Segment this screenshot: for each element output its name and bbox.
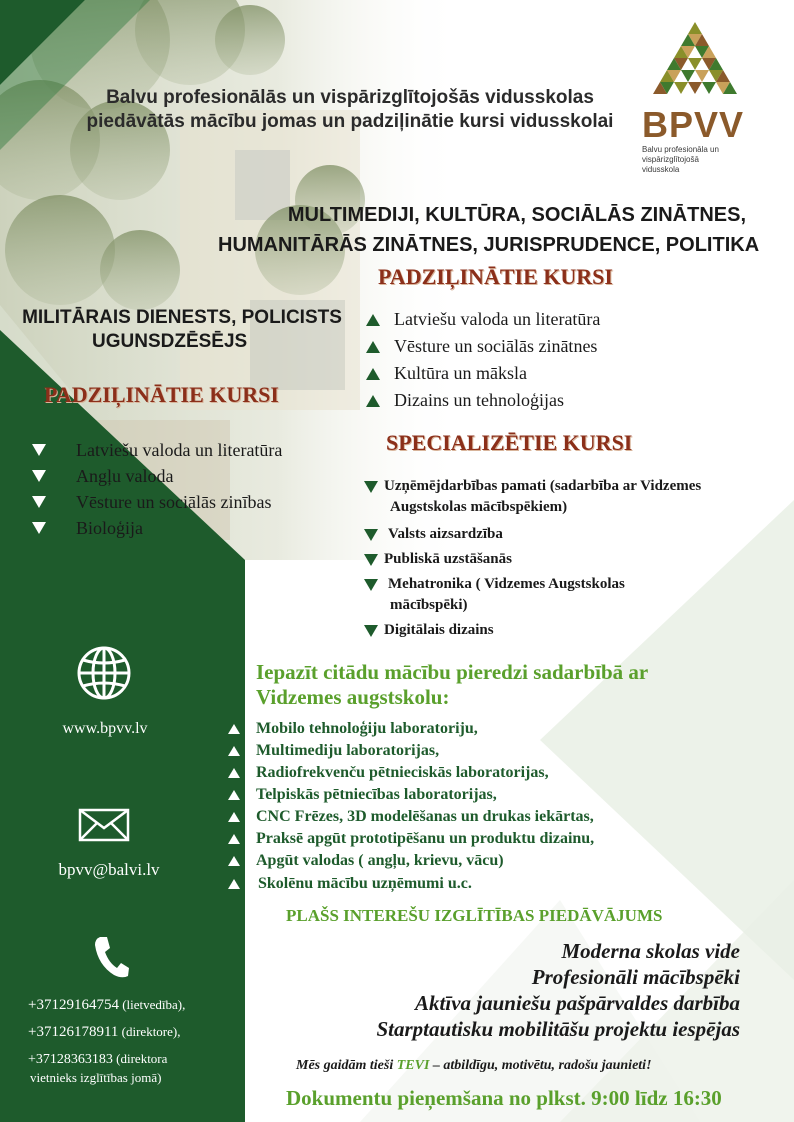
website-link[interactable]: www.bpvv.lv	[62, 720, 148, 737]
list-item: Skolēnu mācību uzņēmumi u.c.	[228, 872, 788, 896]
page-title-line: piedāvātās mācību jomas un padziļinātie kursi vidusskolai	[86, 111, 614, 132]
study-areas-line: MILITĀRAIS DIENESTS, POLICISTS	[22, 307, 342, 328]
left-advanced-heading: PADZIĻINĀTIE KURSI	[44, 382, 279, 407]
list-item: Mehatronika ( Vidzemes Augstskolas mācībspēki)	[364, 574, 792, 616]
university-heading	[256, 660, 786, 710]
list-item: Telpiskās pētniecības laboratorijas,	[228, 784, 788, 806]
list-item: Publiskā uzstāšanās	[364, 549, 792, 570]
triangle-up-icon	[228, 768, 240, 778]
list-item: Latviešu valoda un literatūra	[32, 437, 282, 463]
list-item: Radiofrekvenču pētnieciskās laboratorijas,	[228, 762, 788, 784]
triangle-up-icon	[228, 834, 240, 844]
list-item: Multimediju laboratorijas,	[228, 740, 788, 762]
list-item: Kultūra un māksla	[366, 360, 600, 387]
documents-hours: Dokumentu pieņemšana no plkst. 9:00 līdz 16:30	[286, 1086, 722, 1110]
triangle-down-icon	[32, 470, 46, 482]
list-item: Angļu valoda	[32, 463, 282, 489]
list-item: Uzņēmējdarbības pamati (sadarbība ar Vidzemes Augstskolas mācībspēkiem)	[364, 476, 792, 518]
triangle-down-icon	[364, 554, 378, 566]
logo-brand: BPVV	[642, 104, 745, 145]
study-areas-line: UGUNSDZĒSĒJS	[92, 331, 248, 352]
list-item: Valsts aizsardzība	[364, 524, 792, 545]
triangle-down-icon	[364, 481, 378, 493]
list-item: Bioloģija	[32, 515, 282, 541]
list-item: Vēsture un sociālās zinātnes	[366, 333, 600, 360]
envelope-icon	[78, 808, 130, 842]
triangle-down-icon	[32, 444, 46, 456]
list-item: Vēsture un sociālās zinības	[32, 489, 282, 515]
phone-note: vietnieks izglītības jomā)	[30, 1070, 162, 1085]
triangle-up-icon	[228, 879, 240, 889]
right-advanced-list	[366, 306, 600, 414]
triangle-up-icon	[228, 856, 240, 866]
page-title-line: Balvu profesionālās un vispārizglītojošās vidusskolas	[106, 87, 594, 108]
triangle-up-icon	[366, 395, 380, 407]
special-list	[364, 476, 792, 641]
feature-item: Moderna skolas vide	[561, 939, 740, 963]
triangle-up-icon	[228, 746, 240, 756]
logo-subtitle	[642, 145, 752, 175]
list-item: Mobilo tehnoloģiju laboratoriju,	[228, 718, 788, 740]
feature-item: Starptautisku mobilitāšu projektu iespējas	[376, 1017, 740, 1041]
left-study-areas	[4, 306, 360, 354]
triangle-down-icon	[364, 625, 378, 637]
triangle-up-icon	[366, 341, 380, 353]
right-advanced-heading: PADZIĻINĀTIE KURSI	[378, 264, 613, 289]
feature-item: Aktīva jauniešu pašpārvaldes darbība	[415, 991, 740, 1015]
triangle-down-icon	[364, 529, 378, 541]
university-heading-line: Iepazīt citādu mācību pieredzi sadarbībā ar	[256, 660, 649, 684]
phone-list	[28, 992, 242, 1087]
globe-icon	[76, 645, 132, 701]
logo-sub-line: vidusskola	[642, 165, 680, 174]
study-areas-line: HUMANITĀRĀS ZINĀTNES, JURISPRUDENCE, POLITIKA	[218, 234, 760, 256]
university-heading-line: Vidzemes augstskolu:	[256, 685, 450, 709]
right-study-areas-2	[218, 230, 786, 260]
slogan: Mēs gaidām tieši TEVI – atbildīgu, motivētu, radošu jaunieti!	[296, 1058, 652, 1073]
phone-row[interactable]: +37129164754 (lietvedība),	[28, 997, 186, 1013]
right-study-areas	[268, 200, 768, 230]
triangle-up-icon	[228, 790, 240, 800]
features-list	[300, 938, 740, 1042]
triangle-up-icon	[366, 314, 380, 326]
triangle-up-icon	[228, 724, 240, 734]
triangle-down-icon	[32, 496, 46, 508]
email-link[interactable]: bpvv@balvi.lv	[58, 860, 160, 879]
phone-icon	[92, 935, 130, 979]
list-item: Digitālais dizains	[364, 620, 792, 641]
list-item: Latviešu valoda un literatūra	[366, 306, 600, 333]
logo-sub-line: vispārizglītojošā	[642, 155, 699, 164]
feature-item: Profesionāli mācībspēki	[531, 965, 740, 989]
logo-sub-line: Balvu profesionāla un	[642, 145, 719, 154]
triangle-up-icon	[366, 368, 380, 380]
list-item: Praksē apgūt prototipēšanu un produktu dizainu,	[228, 828, 788, 850]
list-item: Apgūt valodas ( angļu, krievu, vācu)	[228, 850, 788, 872]
university-list	[228, 718, 788, 896]
list-item: Dizains un tehnoloģijas	[366, 387, 600, 414]
page-title	[0, 86, 700, 134]
list-item: CNC Frēzes, 3D modelēšanas un drukas iekārtas,	[228, 806, 788, 828]
slogan-highlight: TEVI	[396, 1058, 430, 1073]
left-advanced-list	[32, 437, 282, 541]
phone-row[interactable]: +37126178911 (direktore),	[28, 1024, 181, 1040]
triangle-down-icon	[364, 579, 378, 591]
special-heading: SPECIALIZĒTIE KURSI	[386, 430, 633, 455]
phone-row[interactable]: +37128363183 (direktora	[28, 1051, 168, 1067]
interest-heading: PLAŠS INTEREŠU IZGLĪTĪBAS PIEDĀVĀJUMS	[286, 906, 663, 925]
study-areas-line: MULTIMEDIJI, KULTŪRA, SOCIĀLĀS ZINĀTNES,	[287, 204, 746, 226]
triangle-down-icon	[32, 522, 46, 534]
triangle-up-icon	[228, 812, 240, 822]
